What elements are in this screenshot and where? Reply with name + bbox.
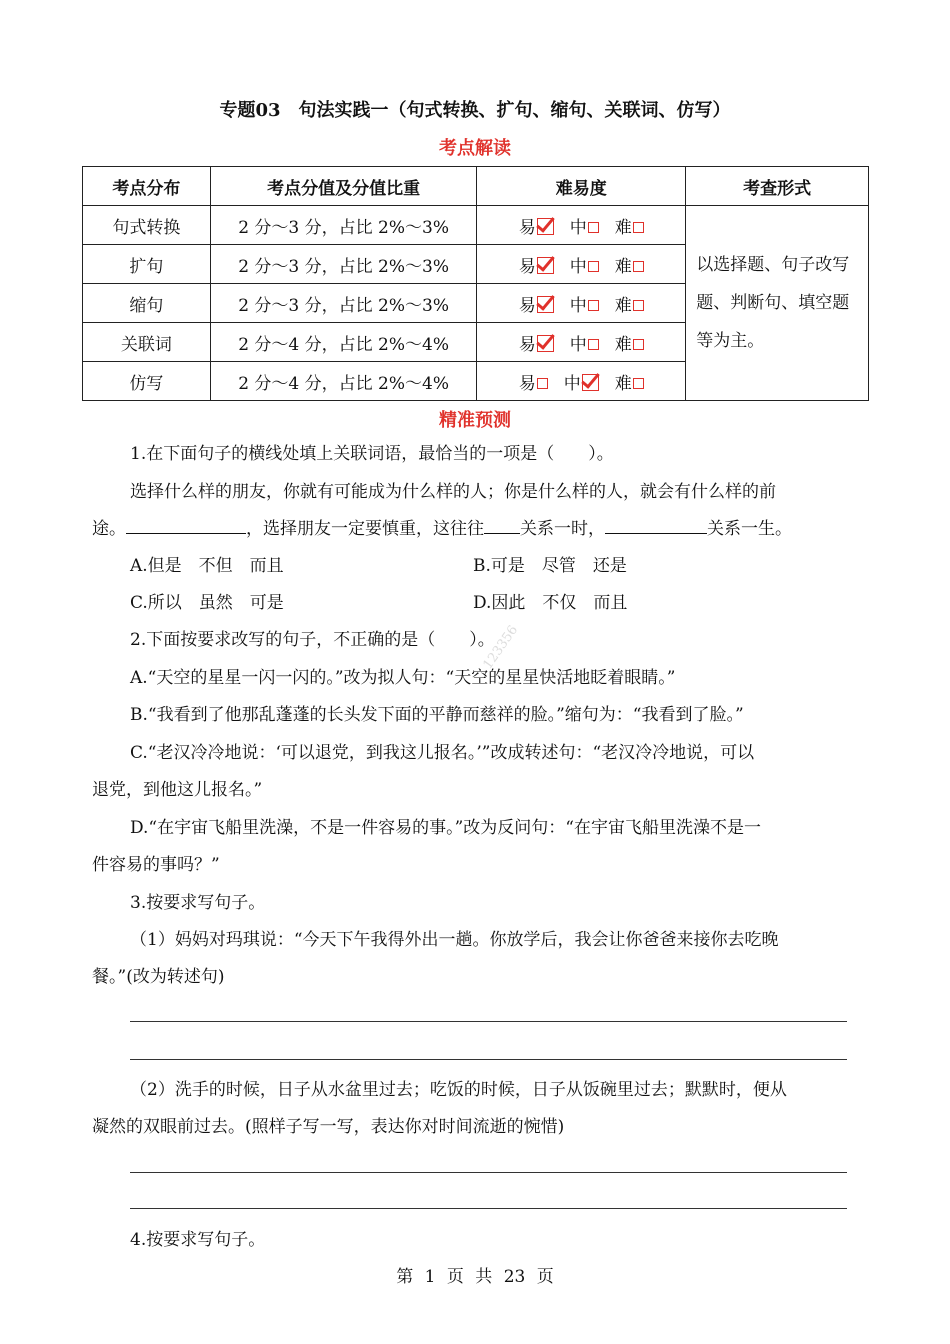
question-1-passage-line2: [92, 511, 792, 548]
answer-line: [130, 1172, 847, 1173]
option-d: D.因此 不仅 而且: [473, 593, 628, 613]
passage-text: 途。: [92, 519, 126, 539]
table-header: 考点分布: [83, 167, 211, 206]
question-2-option-c-line1: C.“老汉冷冷地说：‘可以退党，到我这儿报名。’”改成转述句：“老汉冷冷地说，可以: [130, 743, 755, 763]
fill-blank: [484, 513, 520, 534]
score-cell: 2 分～3 分，占比 2%～3%: [210, 284, 477, 323]
difficulty-label: 中: [569, 295, 587, 316]
difficulty-cell: [477, 245, 686, 284]
difficulty-label: 易: [518, 217, 536, 238]
exam-form-cell: 以选择题、句子改写题、判断句、填空题等为主。: [686, 206, 869, 401]
question-2-option-c-line2: 退党，到他这儿报名。”: [92, 780, 263, 800]
section-heading-analysis: 考点解读: [439, 138, 511, 159]
passage-text: ，选择朋友一定要慎重，这往往: [246, 519, 484, 539]
difficulty-cell: [477, 206, 686, 245]
checked-box-icon: [537, 296, 554, 313]
difficulty-option: [615, 291, 644, 316]
question-3-sub1-line2: 餐。”(改为转述句): [92, 967, 225, 987]
difficulty-option: [519, 330, 554, 355]
question-3-sub1-line1: （1）妈妈对玛琪说：“今天下午我得外出一趟。你放学后，我会让你爸爸来接你去吃晚: [130, 930, 779, 950]
empty-box-icon: [588, 300, 599, 311]
difficulty-label: 易: [518, 373, 536, 394]
question-3-sub2-line1: （2）洗手的时候，日子从水盆里过去；吃饭的时候，日子从饭碗里过去；默默时，便从: [130, 1080, 787, 1100]
empty-box-icon: [633, 222, 644, 233]
difficulty-option: [519, 213, 554, 238]
watermark: 123356: [480, 622, 522, 673]
difficulty-label: 中: [563, 373, 581, 394]
checked-box-icon: [537, 218, 554, 235]
difficulty-option: [570, 252, 599, 277]
difficulty-option: [615, 213, 644, 238]
passage-text: 关系一生。: [707, 519, 792, 539]
table-header: 考查形式: [686, 167, 869, 206]
question-3-stem: 3.按要求写句子。: [130, 893, 266, 913]
score-cell: 2 分～4 分，占比 2%～4%: [210, 323, 477, 362]
empty-box-icon: [537, 378, 548, 389]
question-1-stem: 1.在下面句子的横线处填上关联词语，最恰当的一项是（ ）。: [130, 444, 614, 464]
topic-cell: 关联词: [83, 323, 211, 362]
difficulty-option: [519, 252, 554, 277]
checked-box-icon: [537, 335, 554, 352]
difficulty-label: 易: [518, 334, 536, 355]
score-cell: 2 分～3 分，占比 2%～3%: [210, 245, 477, 284]
question-2-option-b: B.“我看到了他那乱蓬蓬的长头发下面的平静而慈祥的脸。”缩句为：“我看到了脸。”: [130, 705, 744, 725]
topic-cell: 扩句: [83, 245, 211, 284]
table-header: 考点分值及分值比重: [210, 167, 477, 206]
empty-box-icon: [633, 339, 644, 350]
topic-cell: 缩句: [83, 284, 211, 323]
difficulty-label: 中: [569, 334, 587, 355]
table-header-row: [83, 167, 869, 206]
difficulty-option: [519, 291, 554, 316]
empty-box-icon: [588, 339, 599, 350]
difficulty-label: 易: [518, 295, 536, 316]
difficulty-label: 难: [614, 217, 632, 238]
empty-box-icon: [588, 261, 599, 272]
difficulty-cell: [477, 323, 686, 362]
difficulty-option: [615, 252, 644, 277]
difficulty-option: [615, 369, 644, 394]
section-heading-prediction: 精准预测: [439, 410, 511, 431]
empty-box-icon: [633, 378, 644, 389]
difficulty-label: 中: [569, 217, 587, 238]
question-2-stem: 2.下面按要求改写的句子，不正确的是（ ）。: [130, 630, 495, 650]
difficulty-option: [615, 330, 644, 355]
score-cell: 2 分～3 分，占比 2%～3%: [210, 206, 477, 245]
score-cell: 2 分～4 分，占比 2%～4%: [210, 362, 477, 401]
difficulty-option: [570, 291, 599, 316]
empty-box-icon: [633, 300, 644, 311]
table-row: [83, 206, 869, 245]
difficulty-cell: [477, 284, 686, 323]
table-header: 难易度: [477, 167, 686, 206]
difficulty-option: [570, 213, 599, 238]
difficulty-option: [519, 369, 548, 394]
question-1-passage-line1: 选择什么样的朋友，你就有可能成为什么样的人；你是什么样的人，就会有什么样的前: [130, 482, 776, 502]
difficulty-label: 易: [518, 256, 536, 277]
exam-points-table: [82, 166, 869, 401]
question-4-stem: 4.按要求写句子。: [130, 1230, 266, 1250]
difficulty-label: 难: [614, 256, 632, 277]
question-3-sub2-line2: 凝然的双眼前过去。(照样子写一写，表达你对时间流逝的惋惜): [92, 1117, 565, 1137]
topic-cell: 句式转换: [83, 206, 211, 245]
empty-box-icon: [633, 261, 644, 272]
page-footer: 第 1 页 共 23 页: [396, 1267, 554, 1287]
document-title: 专题03 句法实践一（句式转换、扩句、缩句、关联词、仿写）: [219, 100, 731, 121]
question-2-option-d-line2: 件容易的事吗？”: [92, 855, 220, 875]
difficulty-cell: [477, 362, 686, 401]
checked-box-icon: [537, 257, 554, 274]
difficulty-label: 难: [614, 334, 632, 355]
difficulty-label: 难: [614, 295, 632, 316]
topic-cell: 仿写: [83, 362, 211, 401]
difficulty-option: [564, 369, 599, 394]
fill-blank: [605, 513, 707, 534]
answer-line: [130, 1059, 847, 1060]
option-b: B.可是 尽管 还是: [473, 556, 627, 576]
fill-blank: [126, 513, 246, 534]
difficulty-label: 中: [569, 256, 587, 277]
passage-text: 关系一时，: [520, 519, 605, 539]
option-a: A.但是 不但 而且: [130, 556, 284, 576]
question-2-option-d-line1: D.“在宇宙飞船里洗澡，不是一件容易的事。”改为反问句：“在宇宙飞船里洗澡不是一: [130, 818, 761, 838]
empty-box-icon: [588, 222, 599, 233]
answer-line: [130, 1021, 847, 1022]
checked-box-icon: [582, 374, 599, 391]
difficulty-label: 难: [614, 373, 632, 394]
answer-line: [130, 1208, 847, 1209]
option-c: C.所以 虽然 可是: [130, 593, 284, 613]
question-2-option-a: A.“天空的星星一闪一闪的。”改为拟人句：“天空的星星快活地眨着眼睛。”: [130, 668, 676, 688]
difficulty-option: [570, 330, 599, 355]
